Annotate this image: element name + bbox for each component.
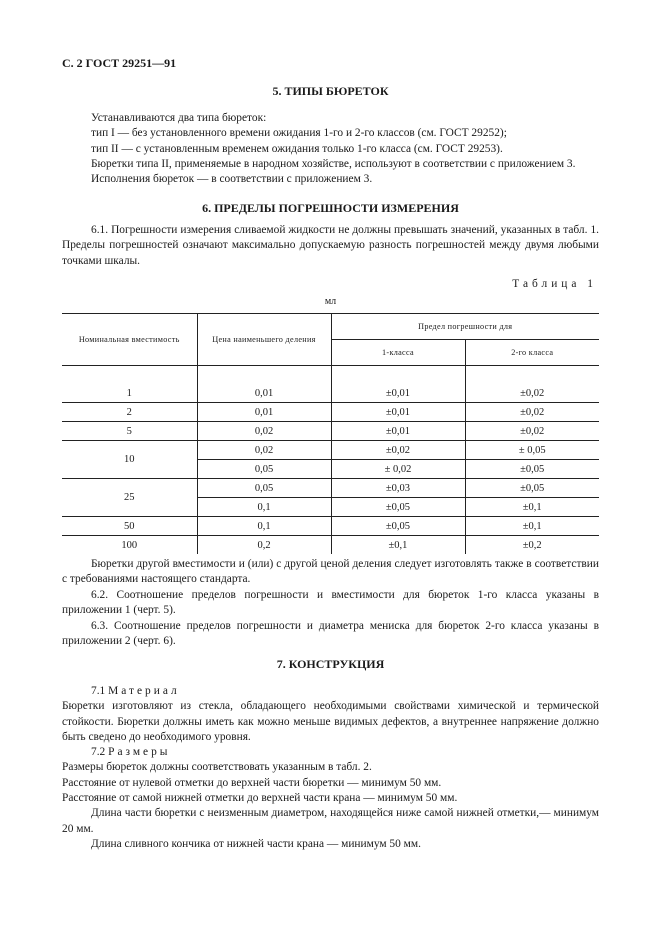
cell-class-1: ±0,01	[331, 384, 465, 403]
cell-division: 0,05	[197, 460, 331, 479]
subsection-7-1-number: 7.1	[91, 685, 106, 697]
page-header: С. 2 ГОСТ 29251—91	[62, 56, 177, 70]
subsection-7-1-text: Бюретки изготовляют из стекла, обладающего необходимыми свойствами химической и термической стойкости. Бюретки должны иметь как можно меньше видимых дефектов, а внутреннее напряжение должно быть сведено до необходимого уровня.	[62, 700, 599, 743]
subsection-7-2-line: Размеры бюреток должны соответствовать указанным в табл. 2.	[62, 761, 372, 774]
cell-class-2: ±0,1	[465, 517, 599, 536]
section-5-line: Бюретки типа II, применяемые в народном хозяйстве, используют в соответствии с приложением 3.	[91, 157, 576, 170]
cell-class-2: ±0,05	[465, 460, 599, 479]
section-5-body	[91, 111, 611, 187]
cell-capacity: 25	[62, 479, 197, 517]
cell-capacity: 10	[62, 441, 197, 479]
cell-capacity: 1	[126, 387, 132, 399]
subsection-7-2-paragraph: Длина сливного кончика от нижней части крана — минимум 50 мм.	[91, 837, 421, 850]
cell-division: 0,02	[197, 422, 331, 441]
subsection-7-2-paragraph: Длина части бюретки с неизменным диаметром, находящейся ниже самой нижней отметки,— минимум 20 мм.	[62, 807, 599, 835]
cell-class-2: ±0,1	[465, 498, 599, 517]
col-header-division: Цена наименьшего деления	[197, 314, 331, 366]
section-5-line: тип II — с установленным временем ожидания только 1-го класса (см. ГОСТ 29253).	[91, 142, 503, 155]
col-header-class-1: 1-класса	[331, 340, 465, 366]
cell-class-1: ±0,01	[331, 403, 465, 422]
section-7-title: 7. КОНСТРУКЦИЯ	[276, 657, 385, 671]
cell-division: 0,02	[197, 441, 331, 460]
subsection-7-2-line: Расстояние от самой нижней отметки до верхней части крана — минимум 50 мм.	[62, 792, 458, 805]
subsection-7-2-title: Размеры	[108, 746, 171, 759]
cell-division: 0,01	[197, 403, 331, 422]
col-header-capacity: Номинальная вместимость	[62, 314, 197, 366]
cell-division: 0,01	[197, 384, 331, 403]
cell-capacity: 50	[62, 517, 197, 536]
subsection-7-2-heading	[62, 745, 599, 760]
section-6-3-paragraph: 6.3. Соотношение пределов погрешности и диаметра мениска для бюреток 2-го класса указаны в приложении 2 (черт. 6).	[62, 620, 599, 648]
cell-class-1: ±0,05	[331, 517, 465, 536]
error-limits-table	[62, 313, 599, 554]
col-header-class-2: 2-го класса	[465, 340, 599, 366]
cell-class-2: ± 0,05	[465, 441, 599, 460]
subsection-7-1-heading	[62, 684, 599, 699]
cell-class-2: ±0,02	[465, 384, 599, 403]
section-5-title: 5. ТИПЫ БЮРЕТОК	[272, 84, 389, 98]
cell-class-1: ±0,1	[331, 536, 465, 555]
cell-class-2: ±0,02	[465, 403, 599, 422]
cell-capacity: 2	[126, 406, 132, 418]
section-6-title: 6. ПРЕДЕЛЫ ПОГРЕШНОСТИ ИЗМЕРЕНИЯ	[202, 201, 459, 215]
section-5-line: Исполнения бюреток — в соответствии с приложением 3.	[91, 173, 373, 186]
cell-division: 0,2	[197, 536, 331, 555]
section-5-line: Устанавливаются два типа бюреток:	[91, 112, 267, 124]
cell-class-1: ± 0,02	[331, 460, 465, 479]
cell-division: 0,05	[197, 479, 331, 498]
col-header-group: Предел погрешности для	[331, 314, 599, 340]
table-label: Таблица 1	[512, 278, 597, 290]
subsection-7-2-number: 7.2	[91, 746, 106, 759]
cell-capacity: 5	[126, 425, 132, 437]
cell-class-1: ±0,02	[331, 441, 465, 460]
section-7-body	[62, 684, 599, 852]
section-6-1-paragraph: 6.1. Погрешности измерения сливаемой жидкости не должны превышать значений, указанных в табл. 1. Пределы погрешностей означают максимально допускаемую разность погрешностей между двумя любыми точками шкалы.	[62, 224, 599, 267]
section-6-after-table: Бюретки другой вместимости и (или) с другой ценой деления следует изготовлять также в соответствии с требованиями настоящего стандарта.	[62, 558, 599, 586]
cell-division: 0,1	[197, 517, 331, 536]
section-5-line: тип I — без установленного времени ожидания 1-го и 2-го классов (см. ГОСТ 29252);	[91, 127, 507, 140]
cell-class-2: ±0,02	[465, 422, 599, 441]
cell-class-2: ±0,05	[465, 479, 599, 498]
cell-class-2: ±0,2	[465, 536, 599, 555]
cell-class-1: ±0,03	[331, 479, 465, 498]
cell-class-1: ±0,01	[331, 422, 465, 441]
table-unit: мл	[324, 296, 337, 307]
subsection-7-1-title: Материал	[108, 685, 180, 697]
cell-capacity: 100	[121, 539, 138, 551]
cell-division: 0,1	[197, 498, 331, 517]
subsection-7-2-line: Расстояние от нулевой отметки до верхней части бюретки — минимум 50 мм.	[62, 776, 442, 789]
section-6-2-paragraph: 6.2. Соотношение пределов погрешности и вместимости для бюреток 1-го класса указаны в приложении 1 (черт. 5).	[62, 589, 599, 617]
cell-class-1: ±0,05	[331, 498, 465, 517]
